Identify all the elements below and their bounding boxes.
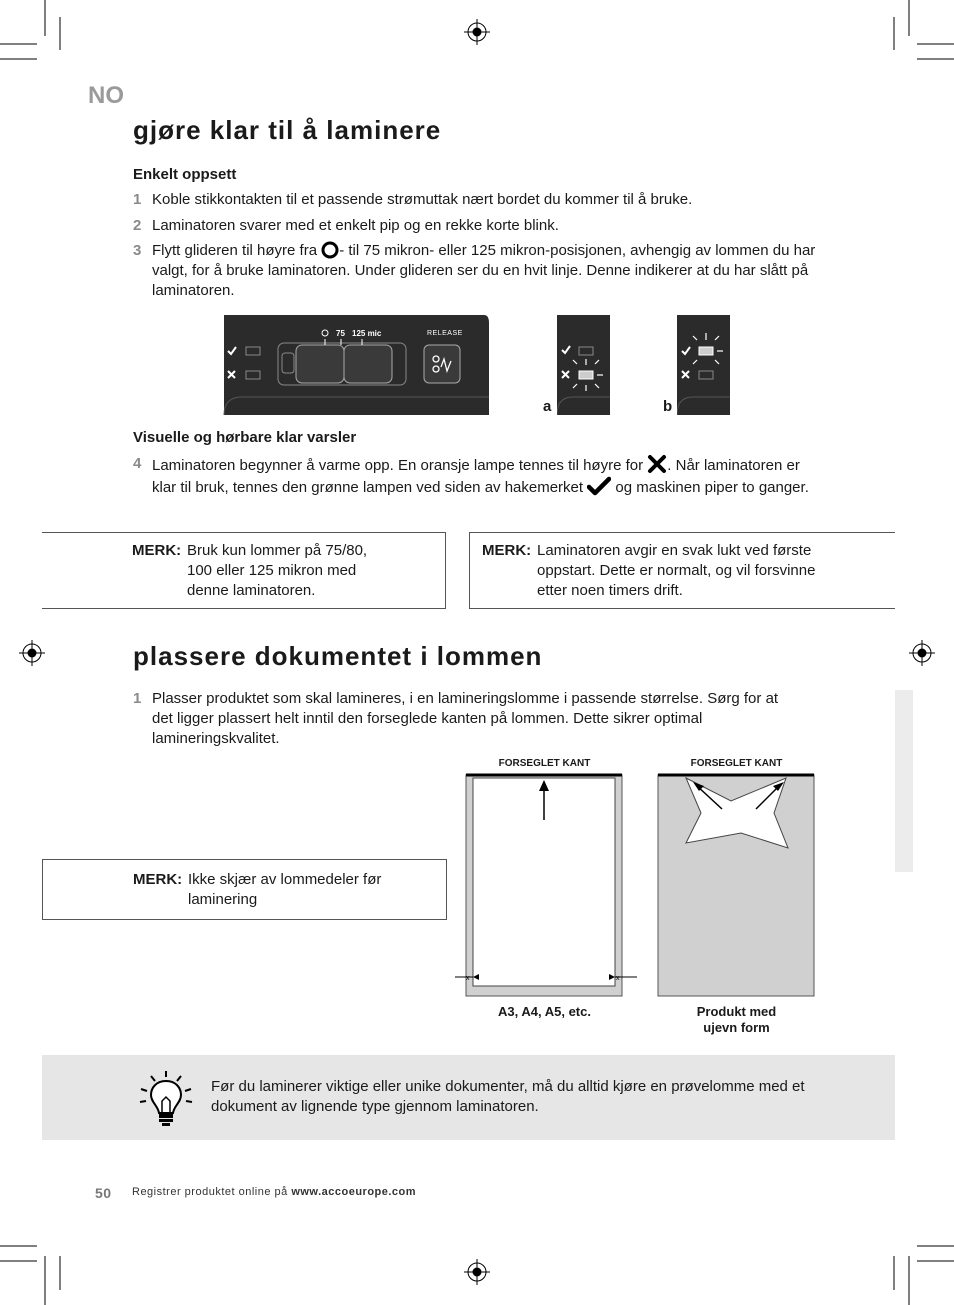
step-text: Flytt glideren til høyre fra - til 75 mikron- eller 125 mikron-posisjonen, avhengig av lommen du har valgt, for å bruke laminatoren. Under glideren ser du en hvit linje. Denne indikerer at du har slått på laminatoren. bbox=[152, 242, 816, 299]
note-text: Ikke skjær av lommedeler før laminering bbox=[188, 871, 382, 908]
step-number: 4 bbox=[133, 455, 142, 472]
step-text: Koble stikkontakten til et passende strømuttak nært bordet du kommer til å bruke. bbox=[152, 191, 693, 208]
note-text: Bruk kun lommer på 75/80, 100 eller 125 mikron med denne laminatoren. bbox=[187, 542, 368, 599]
note-label: MERK: bbox=[482, 542, 532, 559]
tip-box bbox=[42, 1055, 895, 1140]
step-2 bbox=[133, 216, 833, 236]
step-number: 3 bbox=[133, 242, 142, 259]
sealed-edge-label-left: FORSEGLET KANT bbox=[498, 758, 591, 769]
step-3 bbox=[133, 241, 823, 301]
note-pouches bbox=[42, 532, 446, 609]
subtitle-simple-setup: Enkelt oppsett bbox=[133, 166, 237, 183]
step-4 bbox=[133, 454, 813, 498]
label-b: b bbox=[663, 398, 673, 415]
footer-text: Registrer produktet online på www.accoeurope.com bbox=[132, 1186, 417, 1198]
margin-mark-right: x bbox=[616, 975, 620, 982]
subtitle-ready-signals: Visuelle og hørbare klar varsler bbox=[133, 429, 357, 446]
margin-mark-left: x bbox=[466, 975, 470, 982]
pouch-diagram-rectangular bbox=[455, 773, 640, 999]
step-1 bbox=[133, 190, 833, 210]
registration-mark-top bbox=[464, 19, 490, 45]
step-place-1 bbox=[133, 689, 783, 749]
step-text: Laminatoren begynner å varme opp. En oransje lampe tennes til høyre for . Når laminatoren er klar til bruk, tennes den grønne lampen ved siden av hakemerket og maskinen piper to ganger. bbox=[152, 454, 813, 498]
footer-url[interactable]: www.accoeurope.com bbox=[291, 1186, 417, 1198]
note-text: Laminatoren avgir en svak lukt ved første oppstart. Dette er normalt, og vil forsvinne etter noen timers drift. bbox=[537, 542, 816, 599]
indicator-b-illustration bbox=[677, 315, 731, 415]
off-circle-icon bbox=[321, 241, 339, 259]
tip-text: Før du laminerer viktige eller unike dokumenter, må du alltid kjøre en prøvelomme med et dokument av lignende type gjennom laminatoren. bbox=[211, 1078, 805, 1115]
caption-paper-sizes: A3, A4, A5, etc. bbox=[498, 1004, 591, 1019]
note-do-not-cut bbox=[42, 859, 447, 920]
cross-icon bbox=[647, 454, 667, 474]
slider-label-125: 125 mic bbox=[352, 329, 382, 338]
indicator-a-illustration bbox=[557, 315, 611, 415]
step-number: 2 bbox=[133, 217, 142, 234]
caption-irregular-product: Produkt med ujevn form bbox=[696, 1004, 777, 1035]
control-panel-illustration bbox=[222, 315, 490, 415]
sealed-edge-label-right: FORSEGLET KANT bbox=[690, 758, 783, 769]
step-text: Plasser produktet som skal lamineres, i en lamineringslomme i passende størrelse. Sørg for at det ligger plassert helt inntil den forseglede kanten på lommen. Dette sikrer optimal lamineringskvalitet. bbox=[152, 690, 779, 747]
step-number: 1 bbox=[133, 191, 142, 208]
lightbulb-icon bbox=[138, 1069, 194, 1127]
side-tab bbox=[895, 690, 913, 872]
slider-label-75: 75 bbox=[336, 329, 345, 338]
note-label: MERK: bbox=[132, 542, 182, 559]
label-a: a bbox=[543, 398, 552, 415]
note-smell bbox=[469, 532, 895, 609]
pouch-diagram-irregular bbox=[656, 773, 818, 999]
section-title-place-document: plassere dokumentet i lommen bbox=[133, 641, 543, 671]
registration-mark-right bbox=[909, 640, 935, 666]
page-number: 50 bbox=[95, 1185, 112, 1201]
release-label: RELEASE bbox=[427, 330, 463, 337]
registration-mark-bottom bbox=[464, 1259, 490, 1285]
registration-mark-left bbox=[19, 640, 45, 666]
note-label: MERK: bbox=[133, 871, 183, 888]
step-number: 1 bbox=[133, 690, 142, 707]
language-code: NO bbox=[88, 82, 124, 109]
section-title-prepare: gjøre klar til å laminere bbox=[133, 115, 442, 145]
step-text: Laminatoren svarer med et enkelt pip og en rekke korte blink. bbox=[152, 217, 559, 234]
checkmark-icon bbox=[587, 476, 611, 496]
